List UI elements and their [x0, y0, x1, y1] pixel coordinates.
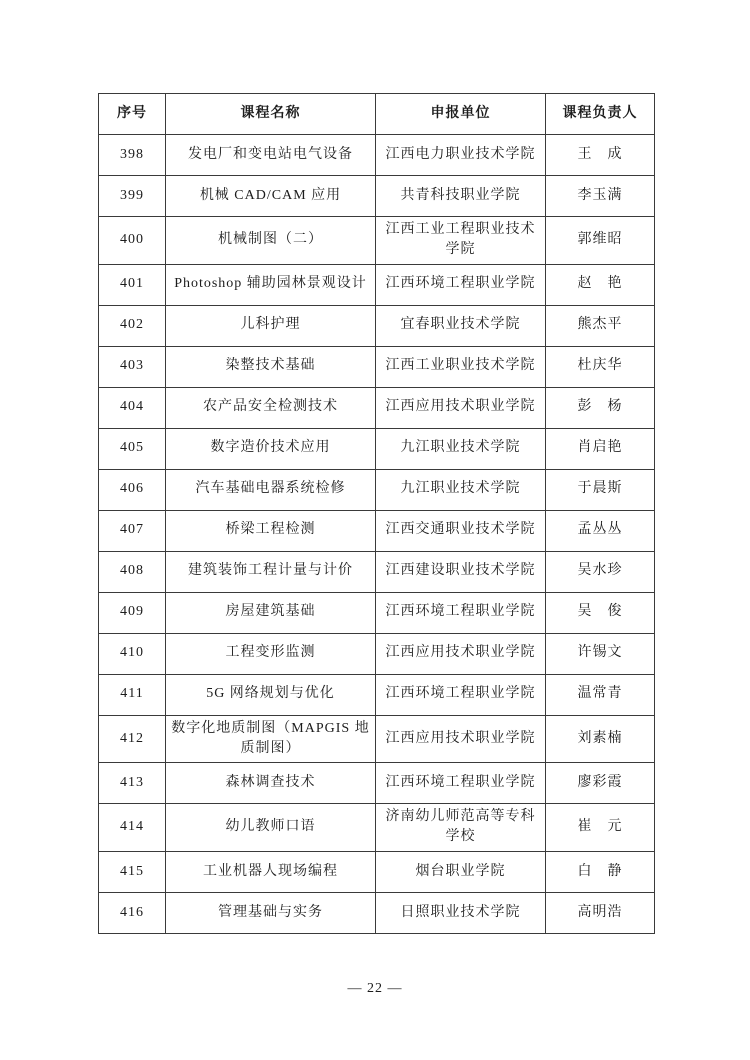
- table-row: [99, 305, 655, 346]
- table-row: [99, 510, 655, 551]
- header-serial-number: 序号: [99, 94, 166, 135]
- leader-cell: 孟丛丛: [546, 510, 655, 551]
- course-name-cell: 房屋建筑基础: [166, 592, 376, 633]
- header-row: [99, 94, 655, 135]
- leader-cell: 熊杰平: [546, 305, 655, 346]
- unit-cell: 江西环境工程职业学院: [376, 264, 546, 305]
- row-number-cell: 415: [99, 851, 166, 892]
- table-row: [99, 804, 655, 852]
- row-number-cell: 400: [99, 217, 166, 265]
- course-name-cell: 管理基础与实务: [166, 892, 376, 933]
- course-name-cell: 幼儿教师口语: [166, 804, 376, 852]
- row-number-cell: 399: [99, 176, 166, 217]
- course-name-cell: 数字化地质制图（MAPGIS 地质制图）: [166, 715, 376, 763]
- row-number-cell: 407: [99, 510, 166, 551]
- course-name-cell: 森林调查技术: [166, 763, 376, 804]
- table-row: [99, 135, 655, 176]
- leader-cell: 许锡文: [546, 633, 655, 674]
- unit-cell: 烟台职业学院: [376, 851, 546, 892]
- course-name-cell: 桥梁工程检测: [166, 510, 376, 551]
- leader-cell: 温常青: [546, 674, 655, 715]
- unit-cell: 江西环境工程职业学院: [376, 592, 546, 633]
- course-name-cell: 工业机器人现场编程: [166, 851, 376, 892]
- unit-cell: 江西交通职业技术学院: [376, 510, 546, 551]
- course-name-cell: 5G 网络规划与优化: [166, 674, 376, 715]
- leader-cell: 于晨斯: [546, 469, 655, 510]
- header-course-name: 课程名称: [166, 94, 376, 135]
- row-number-cell: 413: [99, 763, 166, 804]
- leader-cell: 李玉满: [546, 176, 655, 217]
- table-body: [99, 135, 655, 934]
- course-name-cell: 农产品安全检测技术: [166, 387, 376, 428]
- leader-cell: 吴水珍: [546, 551, 655, 592]
- leader-cell: 彭 杨: [546, 387, 655, 428]
- course-table: [98, 93, 655, 934]
- row-number-cell: 410: [99, 633, 166, 674]
- table-row: [99, 176, 655, 217]
- row-number-cell: 402: [99, 305, 166, 346]
- row-number-cell: 404: [99, 387, 166, 428]
- unit-cell: 日照职业技术学院: [376, 892, 546, 933]
- leader-cell: 赵 艳: [546, 264, 655, 305]
- unit-cell: 九江职业技术学院: [376, 428, 546, 469]
- unit-cell: 江西应用技术职业学院: [376, 715, 546, 763]
- course-name-cell: 染整技术基础: [166, 346, 376, 387]
- unit-cell: 江西应用技术职业学院: [376, 387, 546, 428]
- leader-cell: 崔 元: [546, 804, 655, 852]
- page-number: — 22 —: [347, 981, 403, 996]
- table-row: [99, 763, 655, 804]
- course-name-cell: 建筑装饰工程计量与计价: [166, 551, 376, 592]
- row-number-cell: 403: [99, 346, 166, 387]
- table-row: [99, 469, 655, 510]
- course-name-cell: 汽车基础电器系统检修: [166, 469, 376, 510]
- table-row: [99, 633, 655, 674]
- table-row: [99, 551, 655, 592]
- table-row: [99, 264, 655, 305]
- table-row: [99, 715, 655, 763]
- row-number-cell: 398: [99, 135, 166, 176]
- unit-cell: 江西工业工程职业技术学院: [376, 217, 546, 265]
- leader-cell: 王 成: [546, 135, 655, 176]
- table-row: [99, 851, 655, 892]
- unit-cell: 江西应用技术职业学院: [376, 633, 546, 674]
- leader-cell: 杜庆华: [546, 346, 655, 387]
- leader-cell: 郭维昭: [546, 217, 655, 265]
- unit-cell: 九江职业技术学院: [376, 469, 546, 510]
- unit-cell: 宜春职业技术学院: [376, 305, 546, 346]
- course-name-cell: 机械制图（二）: [166, 217, 376, 265]
- table-header: [99, 94, 655, 135]
- row-number-cell: 416: [99, 892, 166, 933]
- header-course-leader: 课程负责人: [546, 94, 655, 135]
- leader-cell: 白 静: [546, 851, 655, 892]
- leader-cell: 刘素楠: [546, 715, 655, 763]
- row-number-cell: 414: [99, 804, 166, 852]
- course-name-cell: Photoshop 辅助园林景观设计: [166, 264, 376, 305]
- leader-cell: 高明浩: [546, 892, 655, 933]
- header-applying-unit: 申报单位: [376, 94, 546, 135]
- table-row: [99, 346, 655, 387]
- row-number-cell: 411: [99, 674, 166, 715]
- unit-cell: 江西建设职业技术学院: [376, 551, 546, 592]
- row-number-cell: 412: [99, 715, 166, 763]
- table-row: [99, 674, 655, 715]
- row-number-cell: 405: [99, 428, 166, 469]
- course-name-cell: 发电厂和变电站电气设备: [166, 135, 376, 176]
- table-row: [99, 428, 655, 469]
- unit-cell: 江西环境工程职业学院: [376, 763, 546, 804]
- course-name-cell: 儿科护理: [166, 305, 376, 346]
- course-name-cell: 工程变形监测: [166, 633, 376, 674]
- row-number-cell: 401: [99, 264, 166, 305]
- leader-cell: 肖启艳: [546, 428, 655, 469]
- leader-cell: 吴 俊: [546, 592, 655, 633]
- table-row: [99, 892, 655, 933]
- unit-cell: 共青科技职业学院: [376, 176, 546, 217]
- course-name-cell: 数字造价技术应用: [166, 428, 376, 469]
- course-name-cell: 机械 CAD/CAM 应用: [166, 176, 376, 217]
- unit-cell: 江西工业职业技术学院: [376, 346, 546, 387]
- table-row: [99, 387, 655, 428]
- unit-cell: 济南幼儿师范高等专科学校: [376, 804, 546, 852]
- table-row: [99, 217, 655, 265]
- table-row: [99, 592, 655, 633]
- unit-cell: 江西环境工程职业学院: [376, 674, 546, 715]
- row-number-cell: 408: [99, 551, 166, 592]
- course-table-container: [98, 93, 654, 934]
- row-number-cell: 409: [99, 592, 166, 633]
- row-number-cell: 406: [99, 469, 166, 510]
- leader-cell: 廖彩霞: [546, 763, 655, 804]
- unit-cell: 江西电力职业技术学院: [376, 135, 546, 176]
